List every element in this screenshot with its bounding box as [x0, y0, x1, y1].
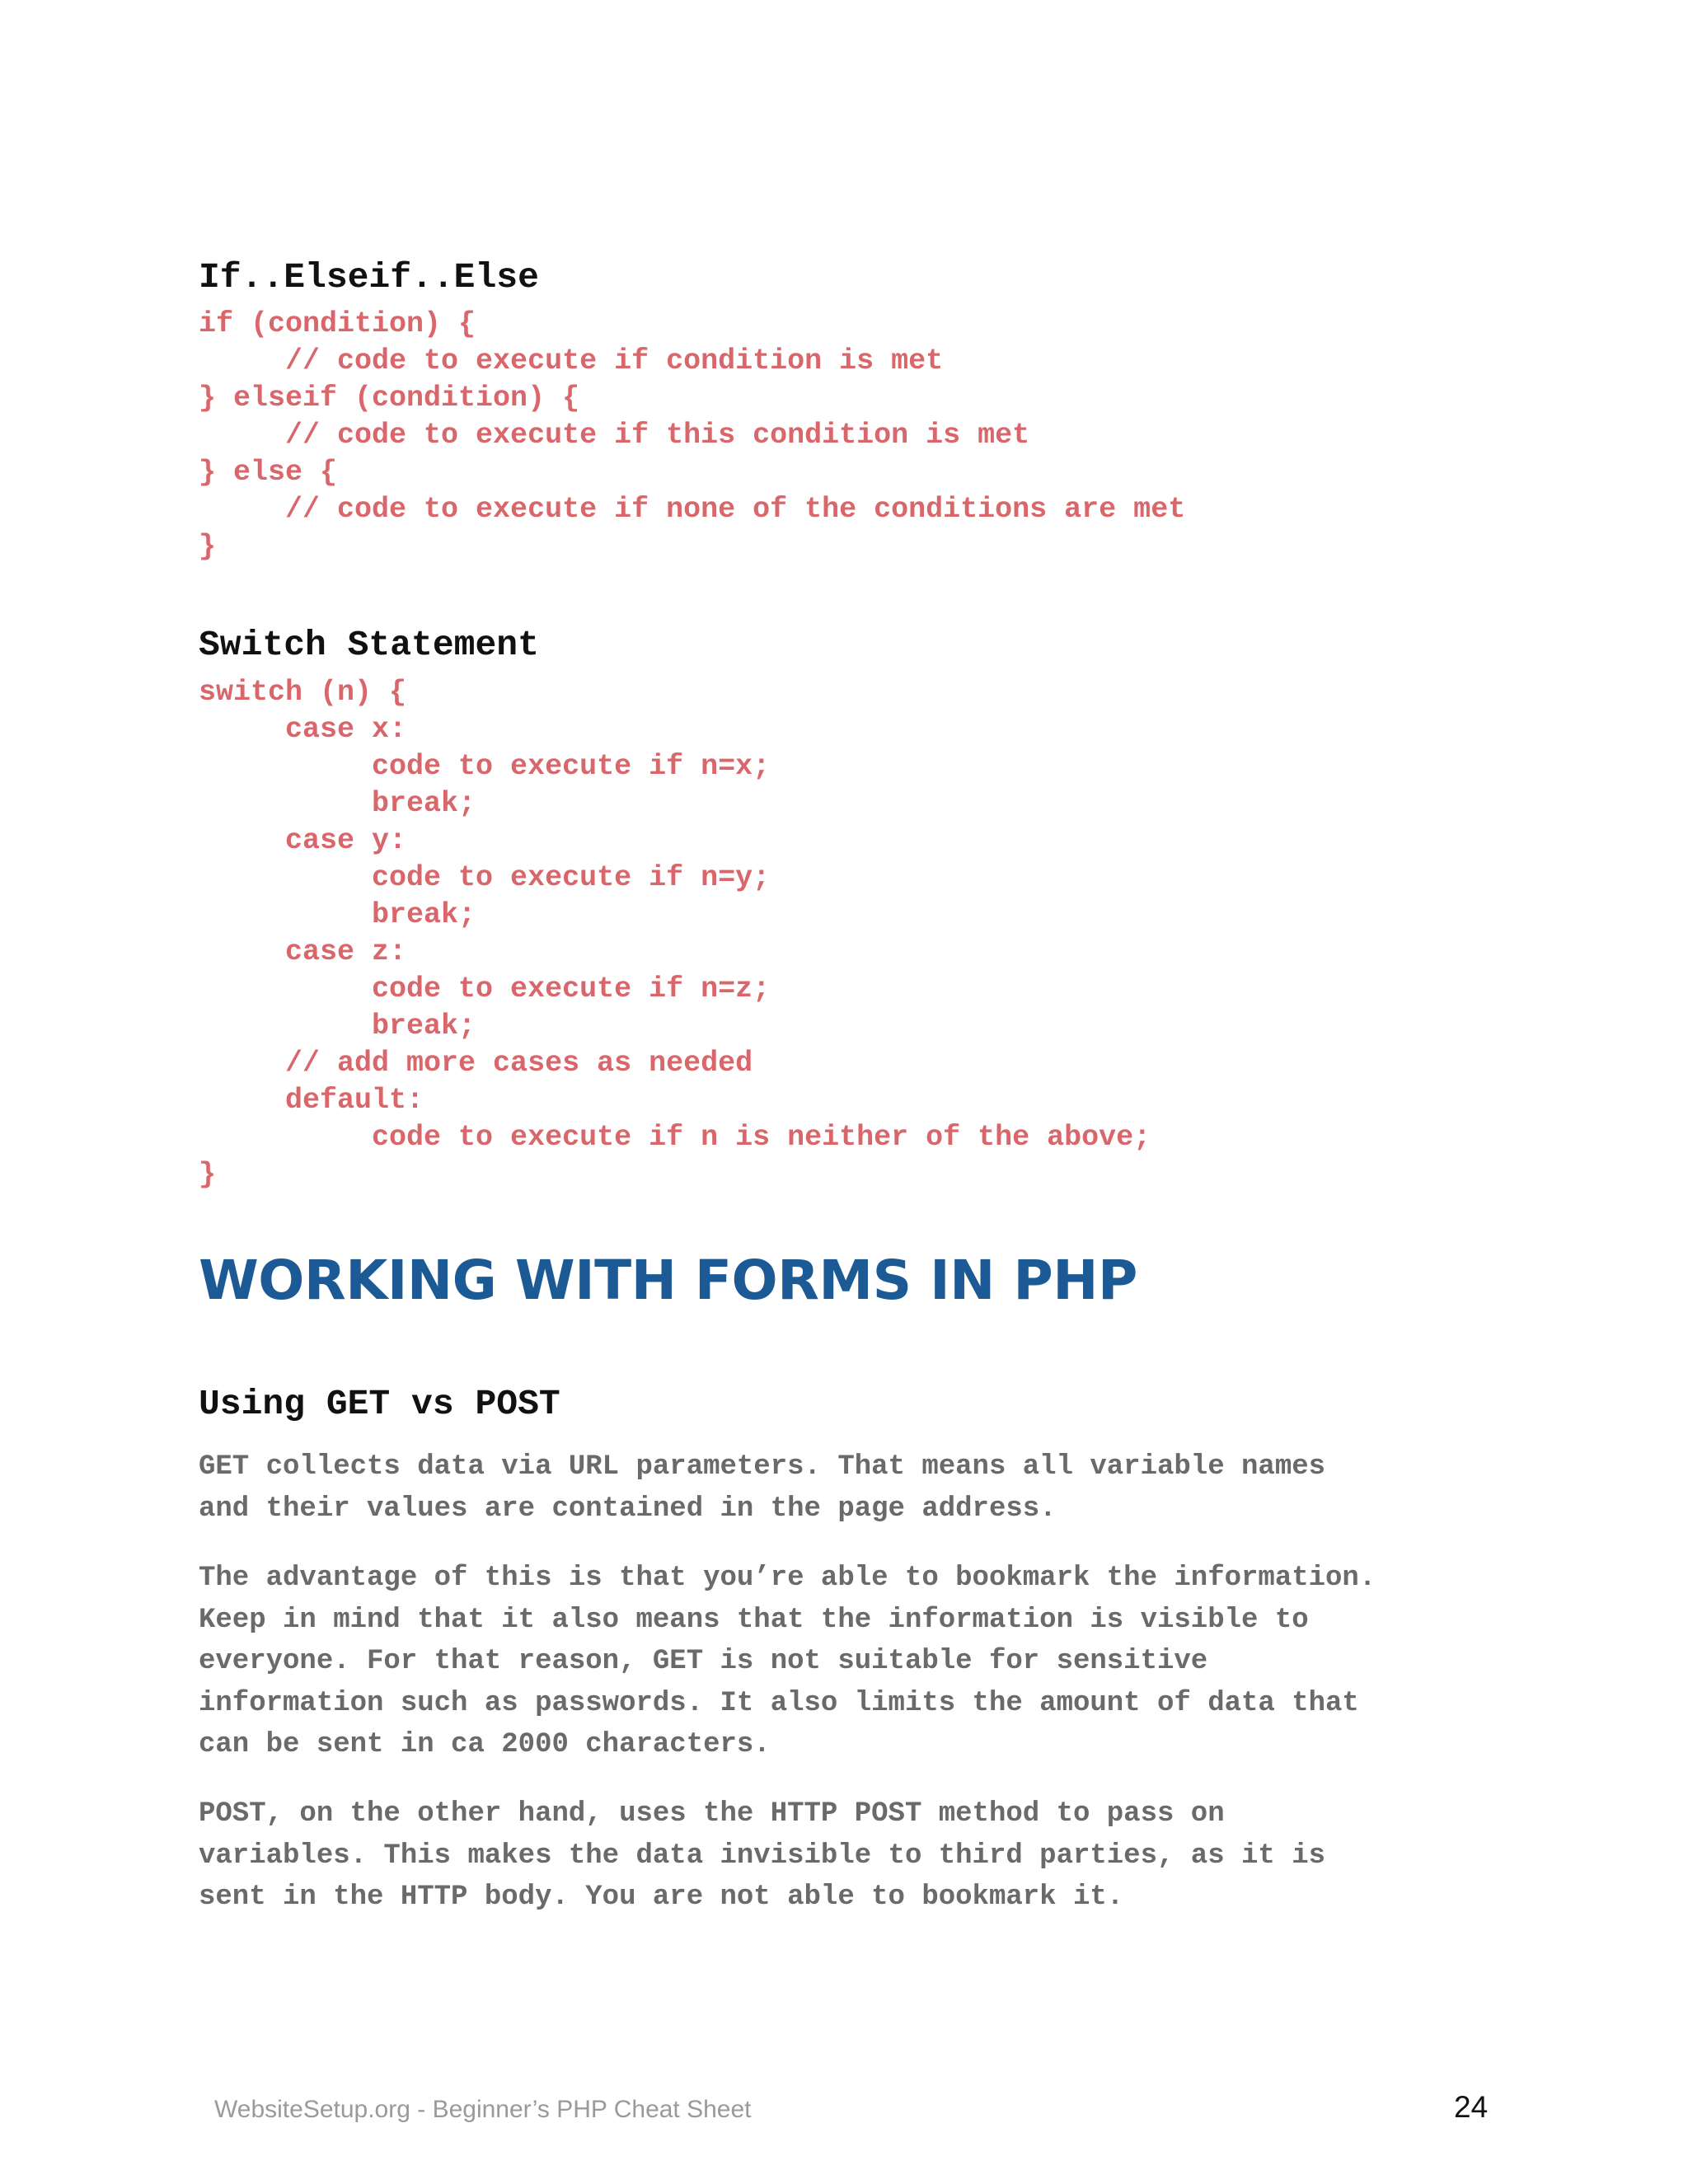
paragraph-post	[199, 1793, 1517, 1919]
code-line: }	[199, 530, 217, 563]
paragraph-line: The advantage of this is that you’re able to bookmark the information.	[199, 1563, 1376, 1594]
code-line: switch (n) {	[199, 676, 407, 709]
code-line: break;	[199, 787, 476, 820]
switch-heading: Switch Statement	[199, 625, 539, 665]
paragraph-advantage	[199, 1558, 1517, 1766]
code-line: } elseif (condition) {	[199, 382, 580, 415]
code-line: }	[199, 1158, 217, 1191]
code-line: code to execute if n=y;	[199, 861, 771, 894]
code-line: case x:	[199, 713, 407, 746]
code-line: code to execute if n is neither of the above;	[199, 1121, 1151, 1154]
ifelse-code-block	[199, 306, 1185, 565]
code-line: default:	[199, 1084, 424, 1117]
ifelse-heading: If..Elseif..Else	[199, 257, 539, 298]
code-line: } else {	[199, 456, 338, 489]
code-line: if (condition) {	[199, 307, 476, 340]
code-line: // code to execute if none of the conditions are met	[199, 493, 1186, 526]
paragraph-line: variables. This makes the data invisible to third parties, as it is	[199, 1840, 1326, 1872]
switch-code-block	[199, 674, 1151, 1193]
paragraph-line: everyone. For that reason, GET is not suitable for sensitive	[199, 1646, 1208, 1677]
paragraph-get	[199, 1446, 1517, 1530]
code-line: // code to execute if condition is met	[199, 344, 944, 377]
get-post-heading: Using GET vs POST	[199, 1384, 560, 1424]
paragraph-line: Keep in mind that it also means that the information is visible to	[199, 1604, 1309, 1636]
code-line: break;	[199, 898, 476, 931]
paragraph-line: GET collects data via URL parameters. That means all variable names	[199, 1451, 1326, 1483]
code-line: case z:	[199, 935, 407, 968]
code-line: // code to execute if this condition is met	[199, 419, 1030, 452]
paragraph-line: and their values are contained in the page address.	[199, 1493, 1057, 1525]
code-line: code to execute if n=x;	[199, 750, 771, 783]
code-line: // add more cases as needed	[199, 1047, 753, 1080]
code-line: case y:	[199, 824, 407, 857]
section-title: WORKING WITH FORMS IN PHP	[199, 1249, 1137, 1312]
footer-text: WebsiteSetup.org - Beginner’s PHP Cheat Sheet	[214, 2096, 752, 2123]
code-line: code to execute if n=z;	[199, 972, 771, 1005]
paragraph-line: sent in the HTTP body. You are not able to bookmark it.	[199, 1882, 1124, 1913]
page-number: 24	[1454, 2090, 1489, 2124]
paragraph-line: can be sent in ca 2000 characters.	[199, 1729, 771, 1760]
code-line: break;	[199, 1010, 476, 1043]
paragraph-line: information such as passwords. It also limits the amount of data that	[199, 1687, 1359, 1719]
paragraph-line: POST, on the other hand, uses the HTTP POST method to pass on	[199, 1798, 1225, 1830]
